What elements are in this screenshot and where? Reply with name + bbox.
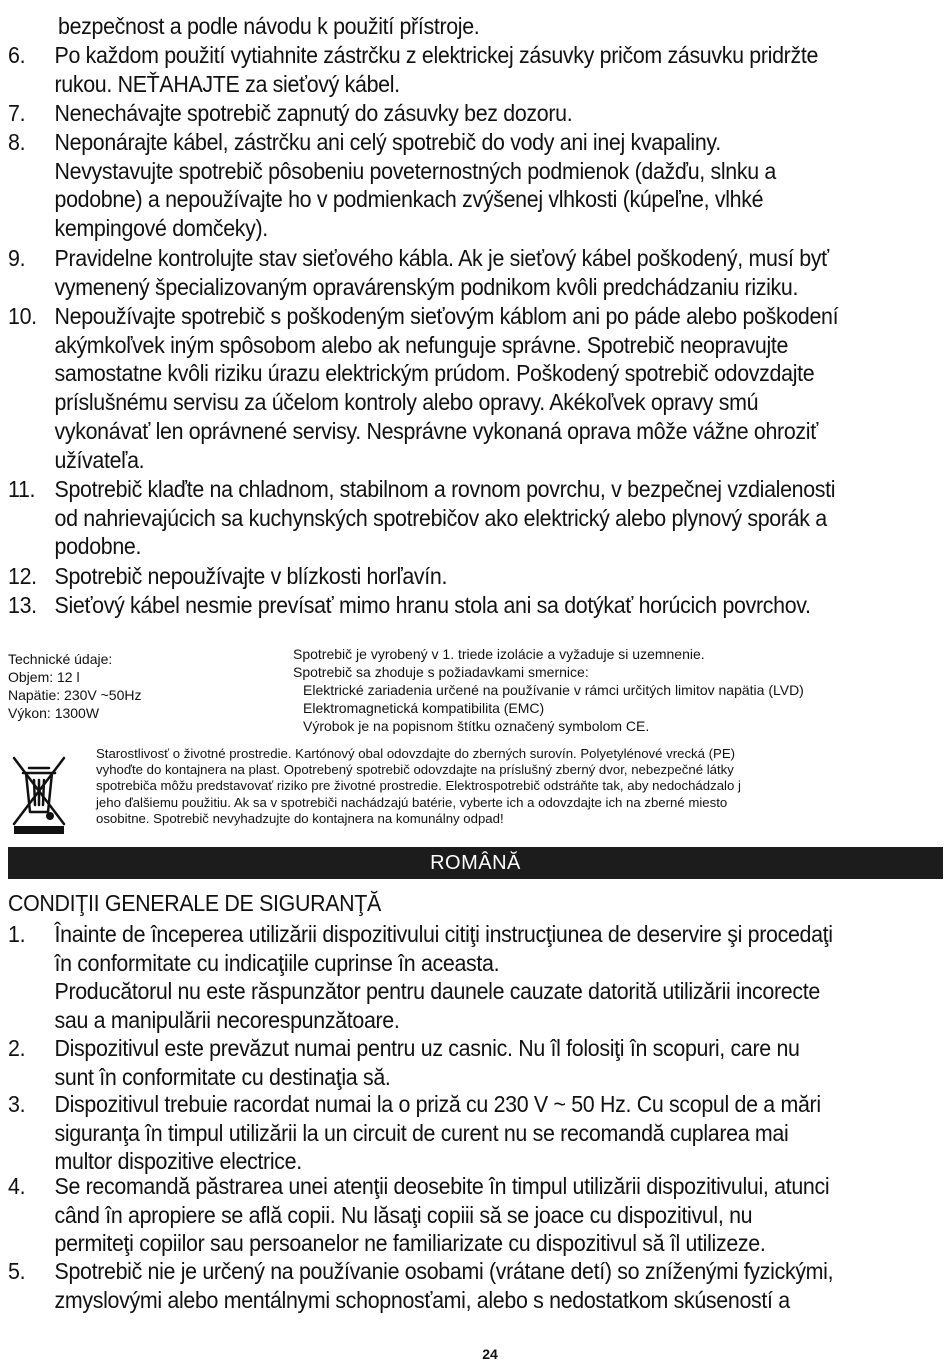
list-item <box>8 128 947 243</box>
declaration-line: Výrobok je na popisnom štítku označený symbolom CE. <box>303 718 650 734</box>
item-number: 1. <box>8 921 26 947</box>
page-number: 24 <box>482 1346 498 1362</box>
list-item <box>8 244 947 301</box>
list-item <box>8 99 947 128</box>
list-item <box>8 41 947 98</box>
list-item <box>8 302 947 474</box>
item-number: 10. <box>8 303 37 329</box>
list-item <box>8 475 947 561</box>
technical-data <box>8 650 248 722</box>
list-item <box>8 920 947 1035</box>
item-text: Nepoužívajte spotrebič s poškodeným sieťovým káblom ani po páde alebo poškodení akýmkoľvek iným spôsobom alebo ak nefunguje správne. Spotrebič neopravujte samostatne kvôli riziku úrazu elektrickým prúdom. Poškodený spotrebič odovzdajte príslušnému servisu za účelom kontroly alebo opravy. Akékoľvek opravy smú vykonávať len oprávnené servisy. Nesprávne vykonaná oprava môže vážne ohroziť užívateľa. <box>54 303 839 473</box>
continuation-line: bezpečnost a podle návodu k použití přístroje. <box>58 13 480 39</box>
section-heading: CONDIŢII GENERALE DE SIGURANŢĂ <box>8 890 381 916</box>
list-item <box>8 562 947 591</box>
item-number: 9. <box>8 245 26 271</box>
item-text: Înainte de începerea utilizării dispozitivului citiţi instrucţiunea de deservire şi procedaţi în conformitate cu indicaţiile cuprinse în aceasta. Producătorul nu este răspunzător pentru daunele cauzate datorită utilizării incorecte sau a manipulării necorespunzătoare. <box>54 921 833 1034</box>
item-number: 7. <box>8 100 26 126</box>
list-item <box>8 1034 947 1091</box>
item-text: Dispozitivul trebuie racordat numai la o priză cu 230 V ~ 50 Hz. Cu scopul de a mări siguranţa în timpul utilizării la un circuit de curent nu se recomandă cuplarea mai multor dispozitive electrice. <box>54 1091 821 1175</box>
item-text: Se recomandă păstrarea unei atenţii deosebite în timpul utilizării dispozitivului, atunci când în apropiere se află copii. Nu lăsaţi copiii să se joace cu dispozitivul, nu permiteţi copiilor sau persoanelor ne familiarizate cu dispozitivul să îl utilizeze. <box>54 1173 830 1257</box>
declaration-line: Elektrické zariadenia určené na používanie v rámci určitých limitov napätia (LVD) <box>303 682 804 698</box>
item-number: 3. <box>8 1091 26 1117</box>
declaration-line: Spotrebič sa zhoduje s požiadavkami smernice: <box>293 664 589 680</box>
item-text: Po každom použití vytiahnite zástrčku z elektrickej zásuvky pričom zásuvku pridržte rukou. NEŤAHAJTE za sieťový kábel. <box>54 42 819 97</box>
item-text: Spotrebič klaďte na chladnom, stabilnom a rovnom povrchu, v bezpečnej vzdialenosti od nahrievajúcich sa kuchynských spotrebičov ako elektrický alebo plynový sporák a podobne. <box>54 476 836 560</box>
item-text: Dispozitivul este prevăzut numai pentru uz casnic. Nu îl folosiţi în scopuri, care nu sunt în conformitate cu destinaţia să. <box>54 1035 800 1090</box>
tech-voltage: Napätie: 230V ~50Hz <box>8 687 142 703</box>
conformity-declaration <box>293 645 933 735</box>
declaration-line: Elektromagnetická kompatibilita (EMC) <box>303 700 545 716</box>
item-number: 11. <box>8 476 36 502</box>
tech-volume: Objem: 12 l <box>8 669 80 685</box>
item-number: 5. <box>8 1258 26 1284</box>
item-number: 12. <box>8 563 37 589</box>
item-number: 13. <box>8 592 37 618</box>
list-item <box>8 1257 947 1314</box>
item-number: 6. <box>8 42 26 68</box>
item-number: 8. <box>8 129 26 155</box>
list-item <box>8 1090 947 1176</box>
list-item <box>8 591 947 620</box>
list-item <box>8 1172 947 1258</box>
item-number: 2. <box>8 1035 26 1061</box>
item-text: Sieťový kábel nesmie prevísať mimo hranu stola ani sa dotýkať horúcich povrchov. <box>54 592 811 618</box>
crossed-out-wheelie-bin-icon <box>10 752 68 836</box>
declaration-line: Spotrebič je vyrobený v 1. triede izolácie a vyžaduje si uzemnenie. <box>293 646 705 662</box>
item-number: 4. <box>8 1173 26 1199</box>
language-section-bar: ROMÂNĂ <box>8 847 943 879</box>
tech-power: Výkon: 1300W <box>8 705 100 721</box>
eco-notice: Starostlivosť o životné prostredie. Kartónový obal odovzdajte do zberných surovín. Polyetylénové vrecká (PE) vyhoďte do kontajnera na plast. Opotrebený spotrebič odovzdajte na príslušný zberný dvor, nebezpečné látky spotrebiča môžu predstavovať riziko pre životné prostredie. Elektrospotrebič odstráňte tak, aby nedochádzalo j jeho ďalšiemu použitiu. Ak sa v spotrebiči nachádzajú batérie, vyberte ich a odovzdajte ich na zberné miesto osobitne. Spotrebič nevyhadzujte do kontajnera na komunálny odpad! <box>96 746 741 826</box>
tech-title: Technické údaje: <box>8 651 113 667</box>
item-text: Spotrebič nepoužívajte v blízkosti horľavín. <box>54 563 448 589</box>
item-text: Nenechávajte spotrebič zapnutý do zásuvky bez dozoru. <box>54 100 573 126</box>
item-text: Spotrebič nie je určený na používanie osobami (vrátane detí) so zníženými fyzickými, zmyslovými alebo mentálnymi schopnosťami, alebo s nedostatkom skúseností a <box>54 1258 834 1313</box>
item-text: Neponárajte kábel, zástrčku ani celý spotrebič do vody ani inej kvapaliny. Nevystavujte spotrebič pôsobeniu poveternostných podmienok (dažďu, slnku a podobne) a nepoužívajte ho v podmienkach zvýšenej vlhkosti (kúpeľne, vlhké kempingové domčeky). <box>54 129 777 242</box>
item-text: Pravidelne kontrolujte stav sieťového kábla. Ak je sieťový kábel poškodený, musí byť vymenený špecializovaným opravárenským podnikom kvôli predchádzaniu riziku. <box>54 245 829 300</box>
